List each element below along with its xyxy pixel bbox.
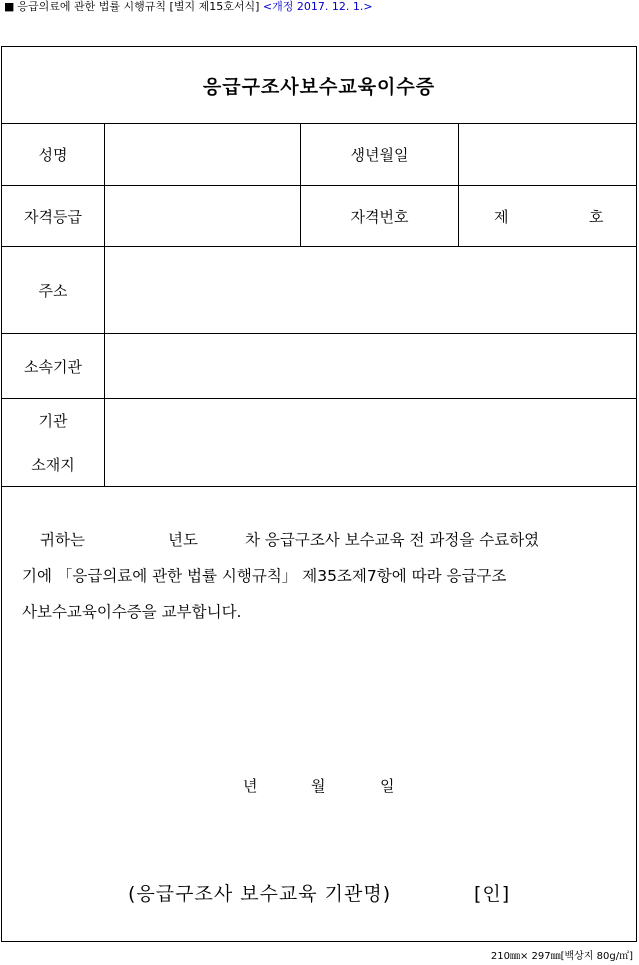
org-field[interactable] [104, 334, 638, 398]
address-row [2, 247, 636, 334]
license-suffix: 호 [589, 207, 604, 226]
birth-field[interactable] [458, 124, 638, 185]
date-day: 일 [380, 777, 395, 795]
org-row [2, 334, 636, 399]
paper-spec: 210㎜× 297㎜[백상지 80g/㎡] [490, 951, 633, 962]
body-line1-c: 차 응급구조사 보수교육 전 과정을 수료하였 [245, 531, 540, 549]
form-title: 응급구조사보수교육이수증 [202, 75, 436, 98]
seal-mark: [인] [474, 883, 511, 905]
date-year: 년 [243, 777, 258, 795]
square-icon: ■ [4, 0, 15, 13]
body-line1-a: 귀하는 [40, 531, 85, 549]
title-row [2, 47, 636, 124]
body-line2: 기에 「응급의료에 관한 법률 시행규칙」 제35조제7항에 따라 응급구조 [22, 567, 507, 585]
certificate-form [1, 46, 637, 942]
name-row [2, 124, 636, 186]
birth-label: 생년월일 [300, 124, 458, 185]
date-month: 월 [311, 777, 326, 795]
body-line1-b: 년도 [168, 531, 198, 549]
license-no-field[interactable] [458, 186, 638, 246]
license-prefix: 제 [494, 207, 509, 226]
org-address-field[interactable] [104, 399, 638, 486]
address-field[interactable] [104, 247, 638, 333]
org-address-label-1: 기관 [38, 411, 68, 430]
certificate-body [22, 522, 636, 630]
org-label: 소속기관 [24, 357, 82, 376]
issuer-org-name: (응급구조사 보수교육 기관명) [128, 883, 392, 905]
name-field[interactable] [104, 124, 300, 185]
grade-label: 자격등급 [24, 207, 82, 226]
body-line3: 사보수교육이수증을 교부합니다. [22, 603, 242, 621]
address-label: 주소 [38, 281, 68, 300]
name-label: 성명 [38, 146, 68, 164]
form-header [4, 0, 373, 14]
license-no-label: 자격번호 [300, 186, 458, 246]
grade-row [2, 186, 636, 247]
org-address-label [2, 399, 104, 486]
grade-field[interactable] [104, 186, 300, 246]
revision-date: <개정 2017. 12. 1.> [262, 0, 373, 13]
org-address-row [2, 399, 636, 487]
law-reference: 응급의료에 관한 법률 시행규칙 [별지 제15호서식] [17, 0, 260, 13]
org-address-label-2: 소재지 [31, 455, 75, 474]
